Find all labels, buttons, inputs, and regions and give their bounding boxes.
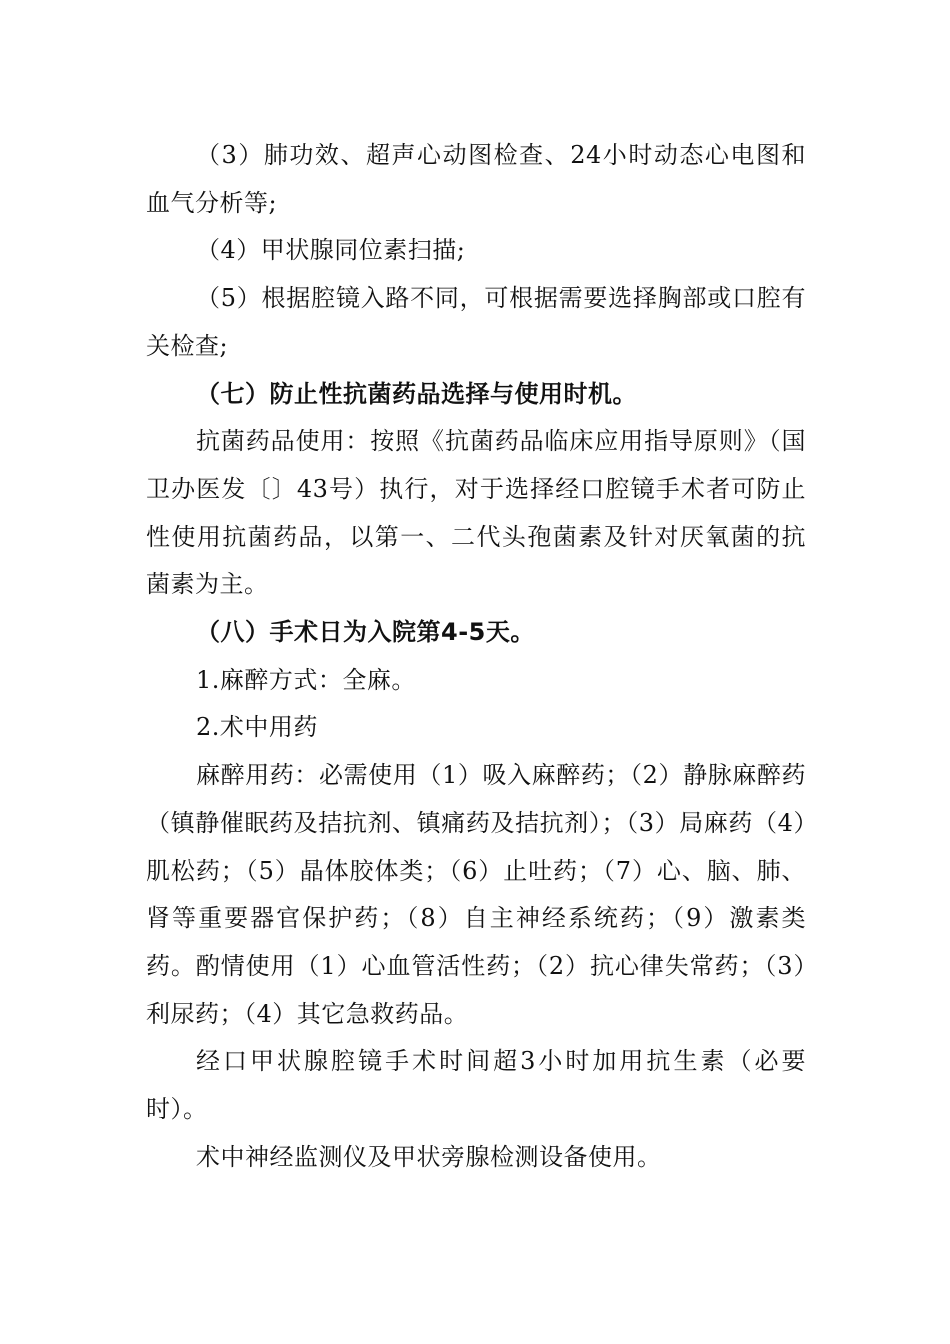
document-page bbox=[146, 132, 806, 1181]
paragraph-thyroid-scan: （4）甲状腺同位素扫描; bbox=[196, 236, 466, 265]
paragraph-anesthesia-drugs: 麻醉用药：必需使用（1）吸入麻醉药；（2）静脉麻醉药（镇静催眠药及拮抗剂、镇痛药及拮抗剂）；（3）局麻药（4）肌松药；（5）晶体胶体类；（6）止吐药；（7）心、脑、肺、肾等重要器官保护药；（8）自主神经系统药；（9）激素类药。酌情使用（1）心血管活性药；（2）抗心律失常药；（3）利尿药；（4）其它急救药品。 bbox=[146, 761, 806, 1028]
paragraph-extra-antibiotics: 经口甲状腺腔镜手术时间超3小时加用抗生素（必要时）。 bbox=[146, 1047, 806, 1124]
paragraph-intraop-meds-title: 2.术中用药 bbox=[196, 713, 318, 742]
paragraph-endoscopic-route: （5）根据腔镜入路不同，可根据需要选择胸部或口腔有关检查; bbox=[146, 284, 806, 360]
paragraph-antibiotics: 抗菌药品使用：按照《抗菌药品临床应用指导原则》（国卫办医发〔〕43号）执行，对于选择经口腔镜手术者可防止性使用抗菌药品，以第一、二代头孢菌素及针对厌氧菌的抗菌素为主。 bbox=[146, 427, 806, 599]
paragraph-anesthesia-method: 1.麻醉方式：全麻。 bbox=[196, 665, 416, 694]
heading-section-7: （七）防止性抗菌药品选择与使用时机。 bbox=[196, 379, 637, 408]
heading-section-8: （八）手术日为入院第4-5天。 bbox=[196, 618, 535, 647]
paragraph-nerve-monitoring: 术中神经监测仪及甲状旁腺检测设备使用。 bbox=[196, 1142, 662, 1171]
paragraph-lung-function: （3）肺功效、超声心动图检查、24小时动态心电图和血气分析等; bbox=[146, 141, 806, 217]
